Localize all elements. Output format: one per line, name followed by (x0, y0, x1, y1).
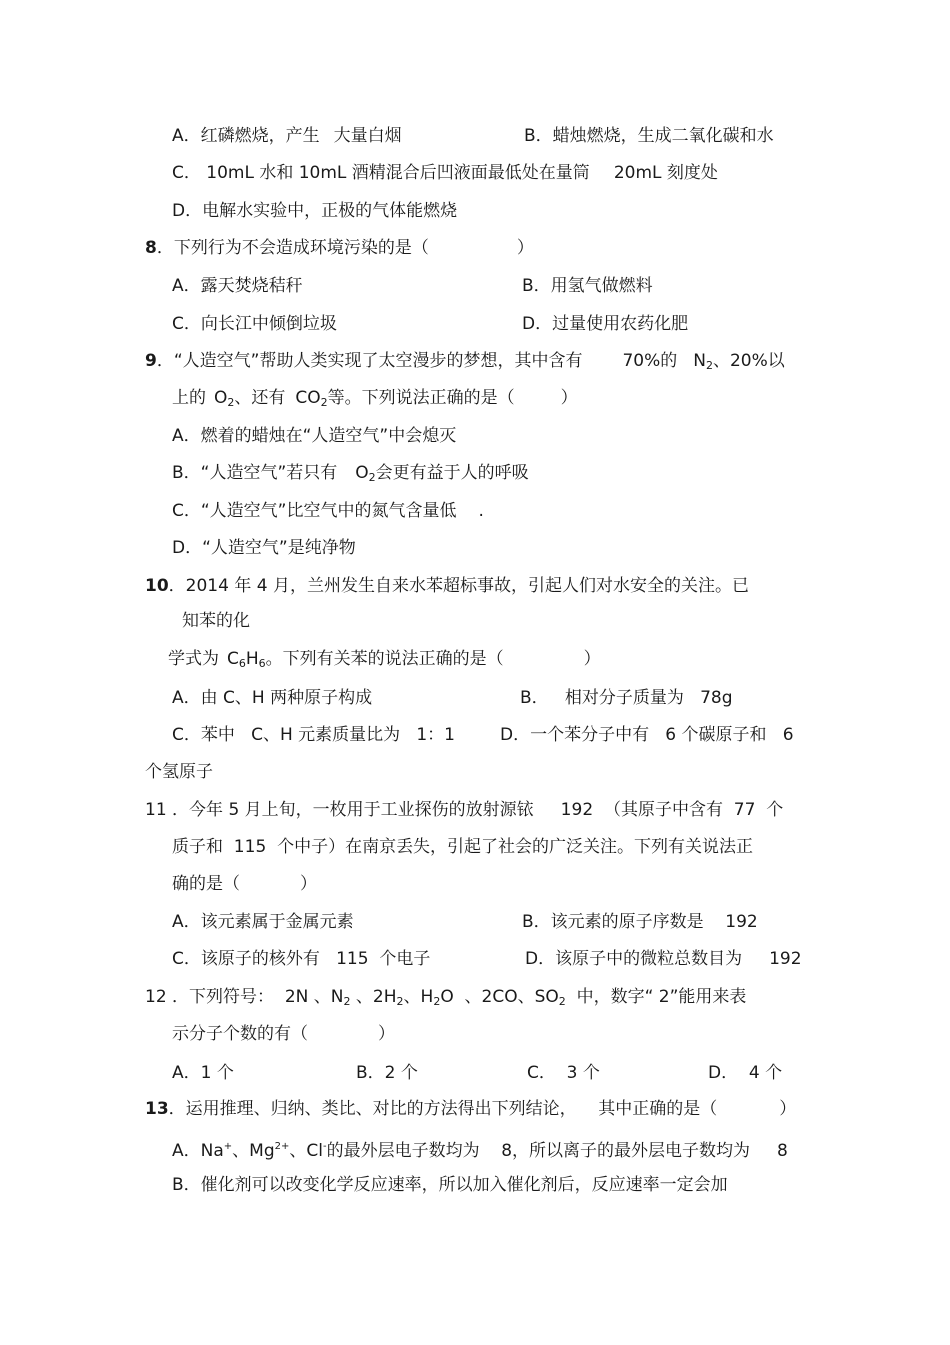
q9-stem2-b: 、还有 (234, 388, 286, 408)
q11-stem-line3 (172, 873, 317, 895)
q9-o2: O (214, 388, 228, 408)
q11-answer-paren: ） (300, 874, 317, 894)
q9-option-c-text: C．“人造空气”比空气中的氮气含量低 (172, 501, 457, 521)
q12-stem2-text: 示分子个数的有（ (172, 1024, 308, 1044)
q10-option-c: C．苯中 C、H 元素质量比为 1：1 (172, 725, 455, 745)
q10-formula-c: C (227, 649, 239, 669)
q9-o2-sub: 2 (227, 396, 235, 409)
q12-stem-c: 、H (403, 987, 434, 1007)
q9-n2: N (693, 351, 706, 371)
q9-stem-text-b: 70%的 (622, 351, 678, 371)
q9-option-b-o2: O (355, 463, 369, 483)
q13-option-a-na: A．Na (172, 1141, 224, 1161)
q10-option-d-cont: 个氢原子 (145, 762, 213, 782)
q12-sub-1: 2 (343, 995, 351, 1008)
q9-stem-text-c: 、20%以 (712, 351, 785, 371)
q7-option-a-text: A．红磷燃烧，产生 (172, 126, 320, 146)
q11-option-b: B．该元素的原子序数是 192 (522, 912, 758, 932)
q7-option-d: D．电解水实验中，正极的气体能燃烧 (172, 201, 458, 221)
q11-option-d: D．该原子中的微粒总数目为 192 (525, 949, 802, 969)
q12-sub-2: 2 (396, 995, 404, 1008)
q9-option-b-text: B．“人造空气”若只有 (172, 463, 338, 483)
q12-option-c: C． 3 个 (527, 1063, 600, 1083)
q8-stem-text: ．下列行为不会造成环境污染的是（ (156, 238, 429, 258)
q10-stem3-a: 学式为 (168, 649, 219, 669)
q11-stem-text: ．今年 5 月上旬，一枚用于工业探伤的放射源铱 192 （其原子中含有 77 个 (166, 800, 784, 820)
q11-option-a: A．该元素属于金属元素 (172, 912, 354, 932)
q13-stem (145, 1098, 796, 1120)
q10-stem-line2: 知苯的化 (182, 611, 250, 631)
q11-stem3-text: 确的是（ (172, 874, 240, 894)
q8-answer-paren: ） (516, 238, 534, 258)
q7-option-c-text: C． 10mL 水和 10mL 酒精混合后凹液面最低处在量筒 (172, 163, 590, 183)
q13-option-a-text: 的最外层电子数均为 8，所以离子的最外层电子数均为 8 (326, 1141, 788, 1161)
q8-option-a: A．露天焚烧秸秆 (172, 276, 303, 296)
q13-option-a (172, 1136, 788, 1162)
q12-stem-a: ．下列符号： 2N 、N (166, 987, 344, 1007)
q9-option-c-dot: . (478, 501, 484, 521)
q12-stem-line1 (145, 986, 746, 1013)
q10-option-a: A．由 C、H 两种原子构成 (172, 688, 373, 708)
q11-stem-line1 (145, 799, 783, 821)
q13-answer-paren: ） (779, 1099, 797, 1119)
q9-co2: CO (295, 388, 321, 408)
q9-number: 9 (145, 351, 157, 371)
q10-stem-text: ．2014 年 4 月，兰州发生自来水苯超标事故，引起人们对水安全的关注。已 (168, 576, 749, 596)
q13-option-a-cl-sup: - (322, 1141, 327, 1152)
q8-option-d: D．过量使用农药化肥 (522, 314, 689, 334)
q12-sub-4: 2 (558, 995, 566, 1008)
q10-option-b: B． 相对分子质量为 78g (520, 688, 733, 708)
q8-number: 8 (145, 238, 157, 258)
q12-stem-line2 (172, 1023, 395, 1045)
q10-stem3-b: 。下列有关苯的说法正确的是（ (265, 649, 504, 669)
q7-option-a (172, 125, 402, 147)
q9-stem2-a: 上的 (172, 388, 206, 408)
q13-option-a-mg-sup: 2+ (274, 1141, 290, 1152)
q13-option-b: B．催化剂可以改变化学反应速率，所以加入催化剂后，反应速率一定会加 (172, 1175, 728, 1195)
q9-option-a: A．燃着的蜡烛在“人造空气”中会熄灭 (172, 426, 457, 446)
q10-option-d: D．一个苯分子中有 6 个碳原子和 6 (500, 725, 794, 745)
q11-number: 11 (145, 800, 167, 820)
q12-option-a: A．1 个 (172, 1063, 234, 1083)
q11-option-c: C．该原子的核外有 115 个电子 (172, 949, 431, 969)
q9-option-c (172, 500, 484, 522)
q9-stem2-c: 等。下列说法正确的是（ (327, 388, 515, 408)
q10-answer-paren: ） (583, 649, 601, 669)
q10-formula-c-sub: 6 (238, 657, 246, 670)
q9-stem-line2 (172, 387, 578, 414)
q12-sub-3: 2 (433, 995, 441, 1008)
q9-option-b (172, 462, 529, 489)
q7-option-b: B．蜡烛燃烧，生成二氧化碳和水 (524, 126, 774, 146)
q9-stem-line1 (145, 350, 785, 377)
q12-option-b: B．2 个 (356, 1063, 418, 1083)
q12-stem-d: O 、2CO、SO (440, 987, 559, 1007)
q13-option-a-mg: 、Mg (232, 1141, 275, 1161)
q13-number: 13 (145, 1099, 169, 1119)
q7-option-a-text-2: 大量白烟 (333, 126, 402, 146)
q9-option-b-o2-sub: 2 (368, 471, 376, 484)
q12-stem-b: 、2H (350, 987, 397, 1007)
q10-formula-h: H (245, 649, 259, 669)
q9-co2-sub: 2 (320, 396, 328, 409)
q9-option-b-text-2: 会更有益于人的呼吸 (375, 463, 529, 483)
q9-option-d: D．“人造空气”是纯净物 (172, 538, 356, 558)
q12-answer-paren: ） (378, 1024, 395, 1044)
q8-stem (145, 237, 534, 259)
q12-number: 12 (145, 987, 167, 1007)
q11-stem-line2: 质子和 115 个中子）在南京丢失，引起了社会的广泛关注。下列有关说法正 (172, 837, 754, 857)
q8-option-b: B．用氢气做燃料 (522, 276, 653, 296)
q10-number: 10 (145, 576, 169, 596)
q13-option-a-cl: 、Cl (289, 1141, 323, 1161)
q10-stem-line3 (168, 648, 601, 675)
q9-stem-text: ．“人造空气”帮助人类实现了太空漫步的梦想，其中含有 (156, 351, 583, 371)
q8-option-c: C．向长江中倾倒垃圾 (172, 314, 337, 334)
q7-option-c-text-2: 20mL 刻度处 (613, 163, 718, 183)
q12-option-d: D． 4 个 (708, 1063, 783, 1083)
q9-answer-paren: ） (560, 388, 578, 408)
q13-option-a-na-sup: + (223, 1141, 233, 1152)
q10-formula-h-sub: 6 (258, 657, 266, 670)
q9-n2-sub: 2 (705, 359, 713, 372)
q12-stem-e: 中，数字“ 2”能用来表 (565, 987, 747, 1007)
q7-option-c (172, 162, 718, 184)
q10-stem-line1 (145, 575, 749, 597)
q13-stem-text: ．运用推理、归纳、类比、对比的方法得出下列结论， 其中正确的是（ (168, 1099, 718, 1119)
